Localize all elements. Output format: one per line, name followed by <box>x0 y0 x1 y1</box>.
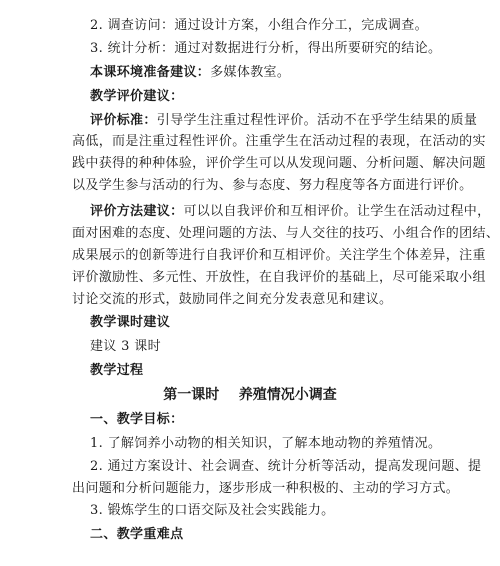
lesson1-title: 第一课时 养殖情况小调查 <box>163 387 337 404</box>
method-line-5: 讨论交流的形式，鼓励同伴之间充分发表意见和建议。 <box>72 291 393 307</box>
method-text-1: 可以以自我评价和互相评价。让学生在活动过程中， <box>183 203 491 219</box>
method-line-4: 评价激励性、多元性、开放性，在自我评价的基础上，尽可能采取小组 <box>72 269 486 285</box>
standard-line-3: 践中获得的种种体验，评价学生可以从发现问题、分析问题、解决问题 <box>72 156 486 172</box>
item-survey: 2. 调查访问：通过设计方案，小组合作分工，完成调查。 <box>90 17 428 33</box>
standard-text-1: 引导学生注重过程性评价。活动不在乎学生结果的质量 <box>156 112 478 128</box>
standard-label: 评价标准： <box>90 112 157 128</box>
env-text: 多媒体教室。 <box>210 65 291 81</box>
standard-line-1 <box>90 112 478 129</box>
process-heading: 教学过程 <box>90 362 144 378</box>
standard-line-4: 以及学生参与活动的行为、参与态度、努力程度等各方面进行评价。 <box>72 178 473 194</box>
env-label: 本课环境准备建议： <box>90 65 211 81</box>
next-heading: 二、教学重难点 <box>90 527 184 543</box>
method-line-3: 成果展示的创新等进行自我评价和互相评价。关注学生个体差异，注重 <box>72 247 486 263</box>
method-line-1 <box>90 203 491 220</box>
hours-heading: 教学课时建议 <box>90 315 171 331</box>
goal-3: 3. 锻炼学生的口语交际及社会实践能力。 <box>90 503 335 519</box>
item-statistics: 3. 统计分析：通过对数据进行分析，得出所要研究的结论。 <box>90 41 442 57</box>
env-paragraph <box>90 65 442 81</box>
method-label: 评价方法建议： <box>90 203 184 219</box>
goal-1: 1. 了解饲养小动物的相关知识，了解本地动物的养殖情况。 <box>90 435 442 451</box>
eval-heading: 教学评价建议： <box>90 88 184 104</box>
standard-line-2: 高低，而是注重过程性评价。注重学生在活动过程的表现，在活动的实 <box>72 134 486 150</box>
hours-text: 建议 3 课时 <box>90 338 161 354</box>
method-line-2: 面对困难的态度、处理问题的方法、与人交往的技巧、小组合作的团结、 <box>72 225 500 241</box>
goal-2-line-2: 出问题和分析问题能力，逐步形成一种积极的、主动的学习方式。 <box>72 481 460 497</box>
goals-heading: 一、教学目标： <box>90 412 184 428</box>
goal-2-line-1: 2. 通过方案设计、社会调查、统计分析等活动，提高发现问题、提 <box>90 459 482 475</box>
